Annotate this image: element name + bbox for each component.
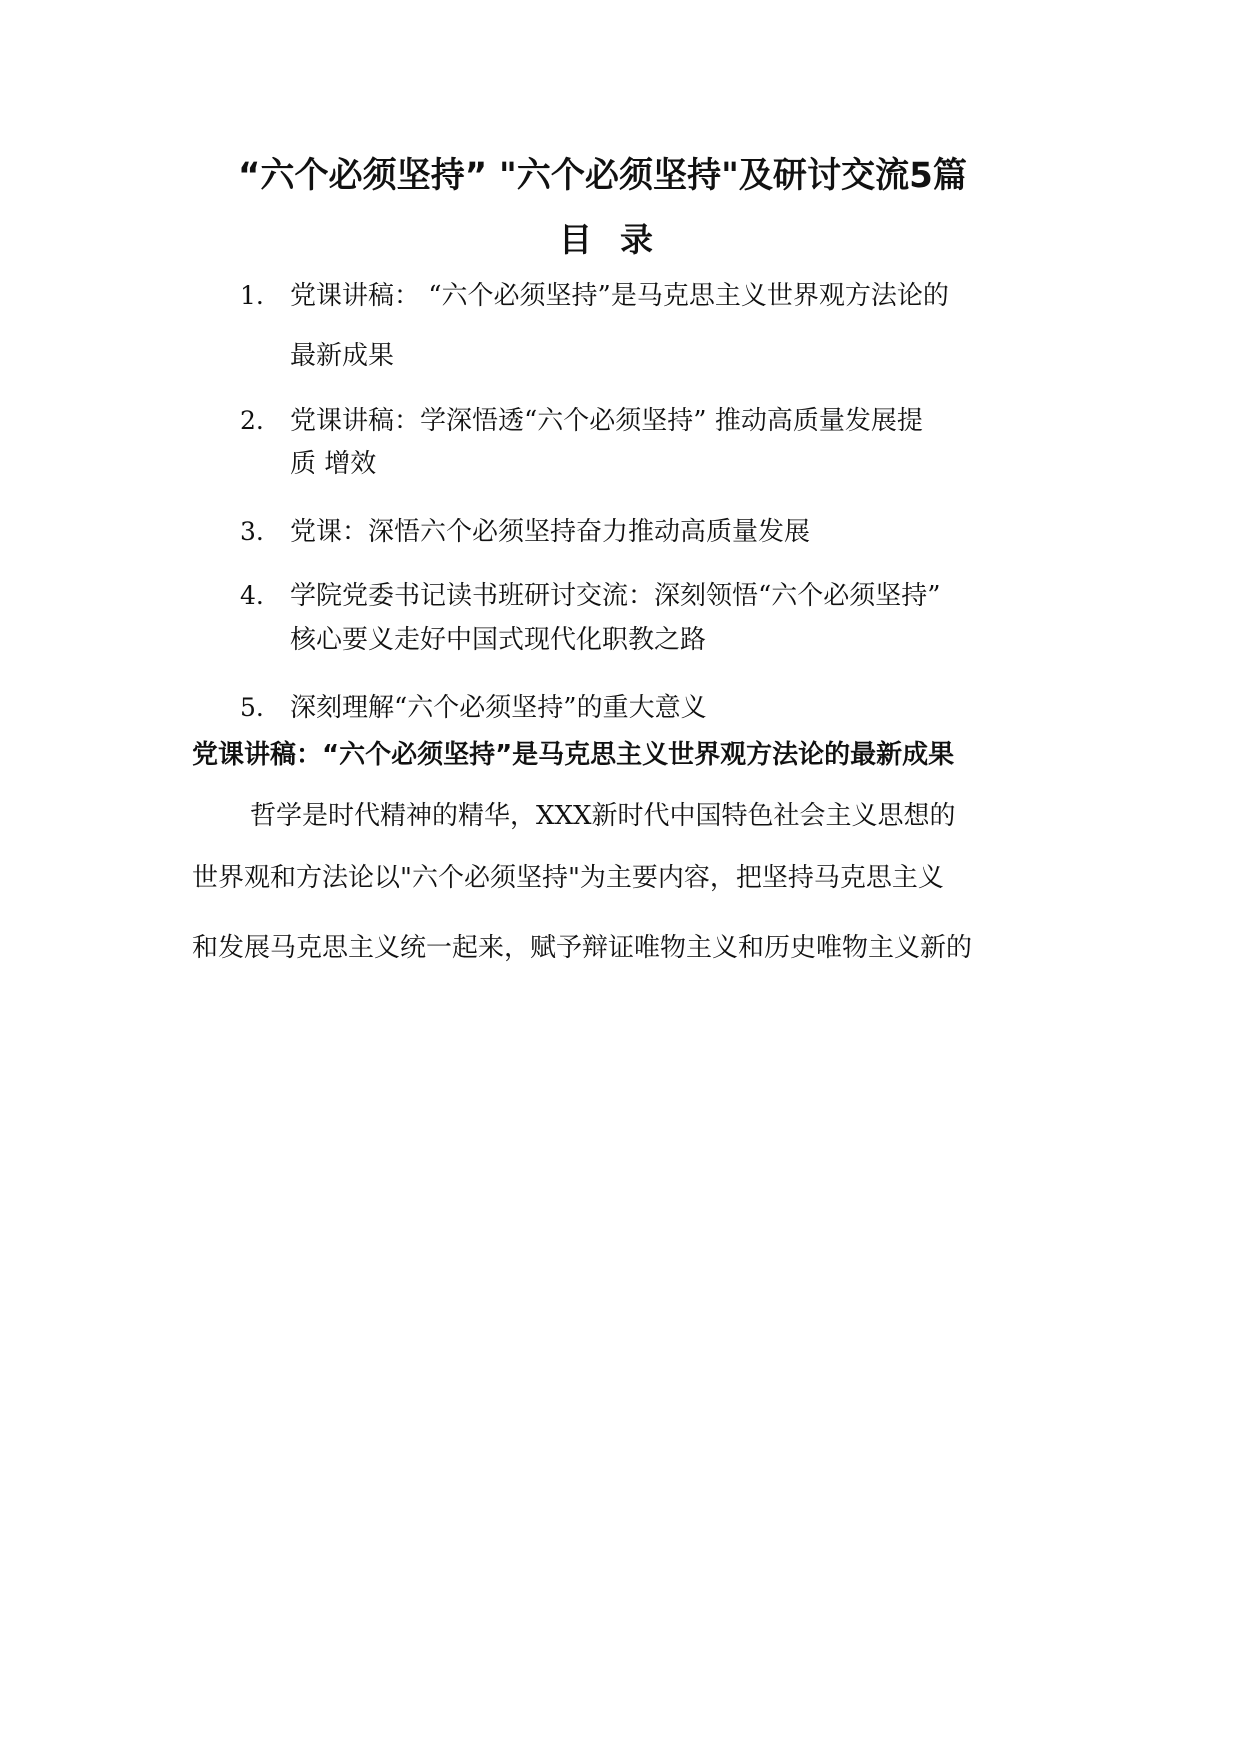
toc-item-text: 党课讲稿： “六个必须坚持”是马克思主义世界观方法论的 xyxy=(290,281,949,311)
paragraph-line: 哲学是时代精神的精华，XXX新时代中国特色社会主义思想的 xyxy=(250,801,956,831)
paragraph-line: 世界观和方法论以"六个必须坚持"为主要内容，把坚持马克思主义 xyxy=(192,863,944,893)
toc-item-text: 核心要义走好中国式现代化职教之路 xyxy=(290,625,707,655)
paragraph-line: 和发展马克思主义统一起来，赋予辩证唯物主义和历史唯物主义新的 xyxy=(192,933,973,963)
toc-item-text: 最新成果 xyxy=(290,341,395,371)
toc-item-text: 党课：深悟六个必须坚持奋力推动高质量发展 xyxy=(290,517,811,547)
section-heading: 党课讲稿：“六个必须坚持”是马克思主义世界观方法论的最新成果 xyxy=(192,740,955,770)
toc-item-text: 党课讲稿：学深悟透“六个必须坚持” 推动高质量发展提 xyxy=(290,406,923,436)
toc-item-text: 学院党委书记读书班研讨交流：深刻领悟“六个必须坚持” xyxy=(290,581,941,611)
toc-item-number: 2. xyxy=(240,406,264,435)
document-title: “六个必须坚持” "六个必须坚持"及研讨交流5篇 xyxy=(238,156,967,196)
toc-item-number: 5. xyxy=(240,693,264,722)
toc-item-number: 3. xyxy=(240,517,264,546)
toc-item-number: 4. xyxy=(240,581,264,610)
toc-heading: 目录 xyxy=(559,220,681,259)
toc-item-text: 深刻理解“六个必须坚持”的重大意义 xyxy=(290,693,707,723)
toc-item-text: 质 增效 xyxy=(290,449,377,479)
toc-item-number: 1. xyxy=(240,281,264,310)
